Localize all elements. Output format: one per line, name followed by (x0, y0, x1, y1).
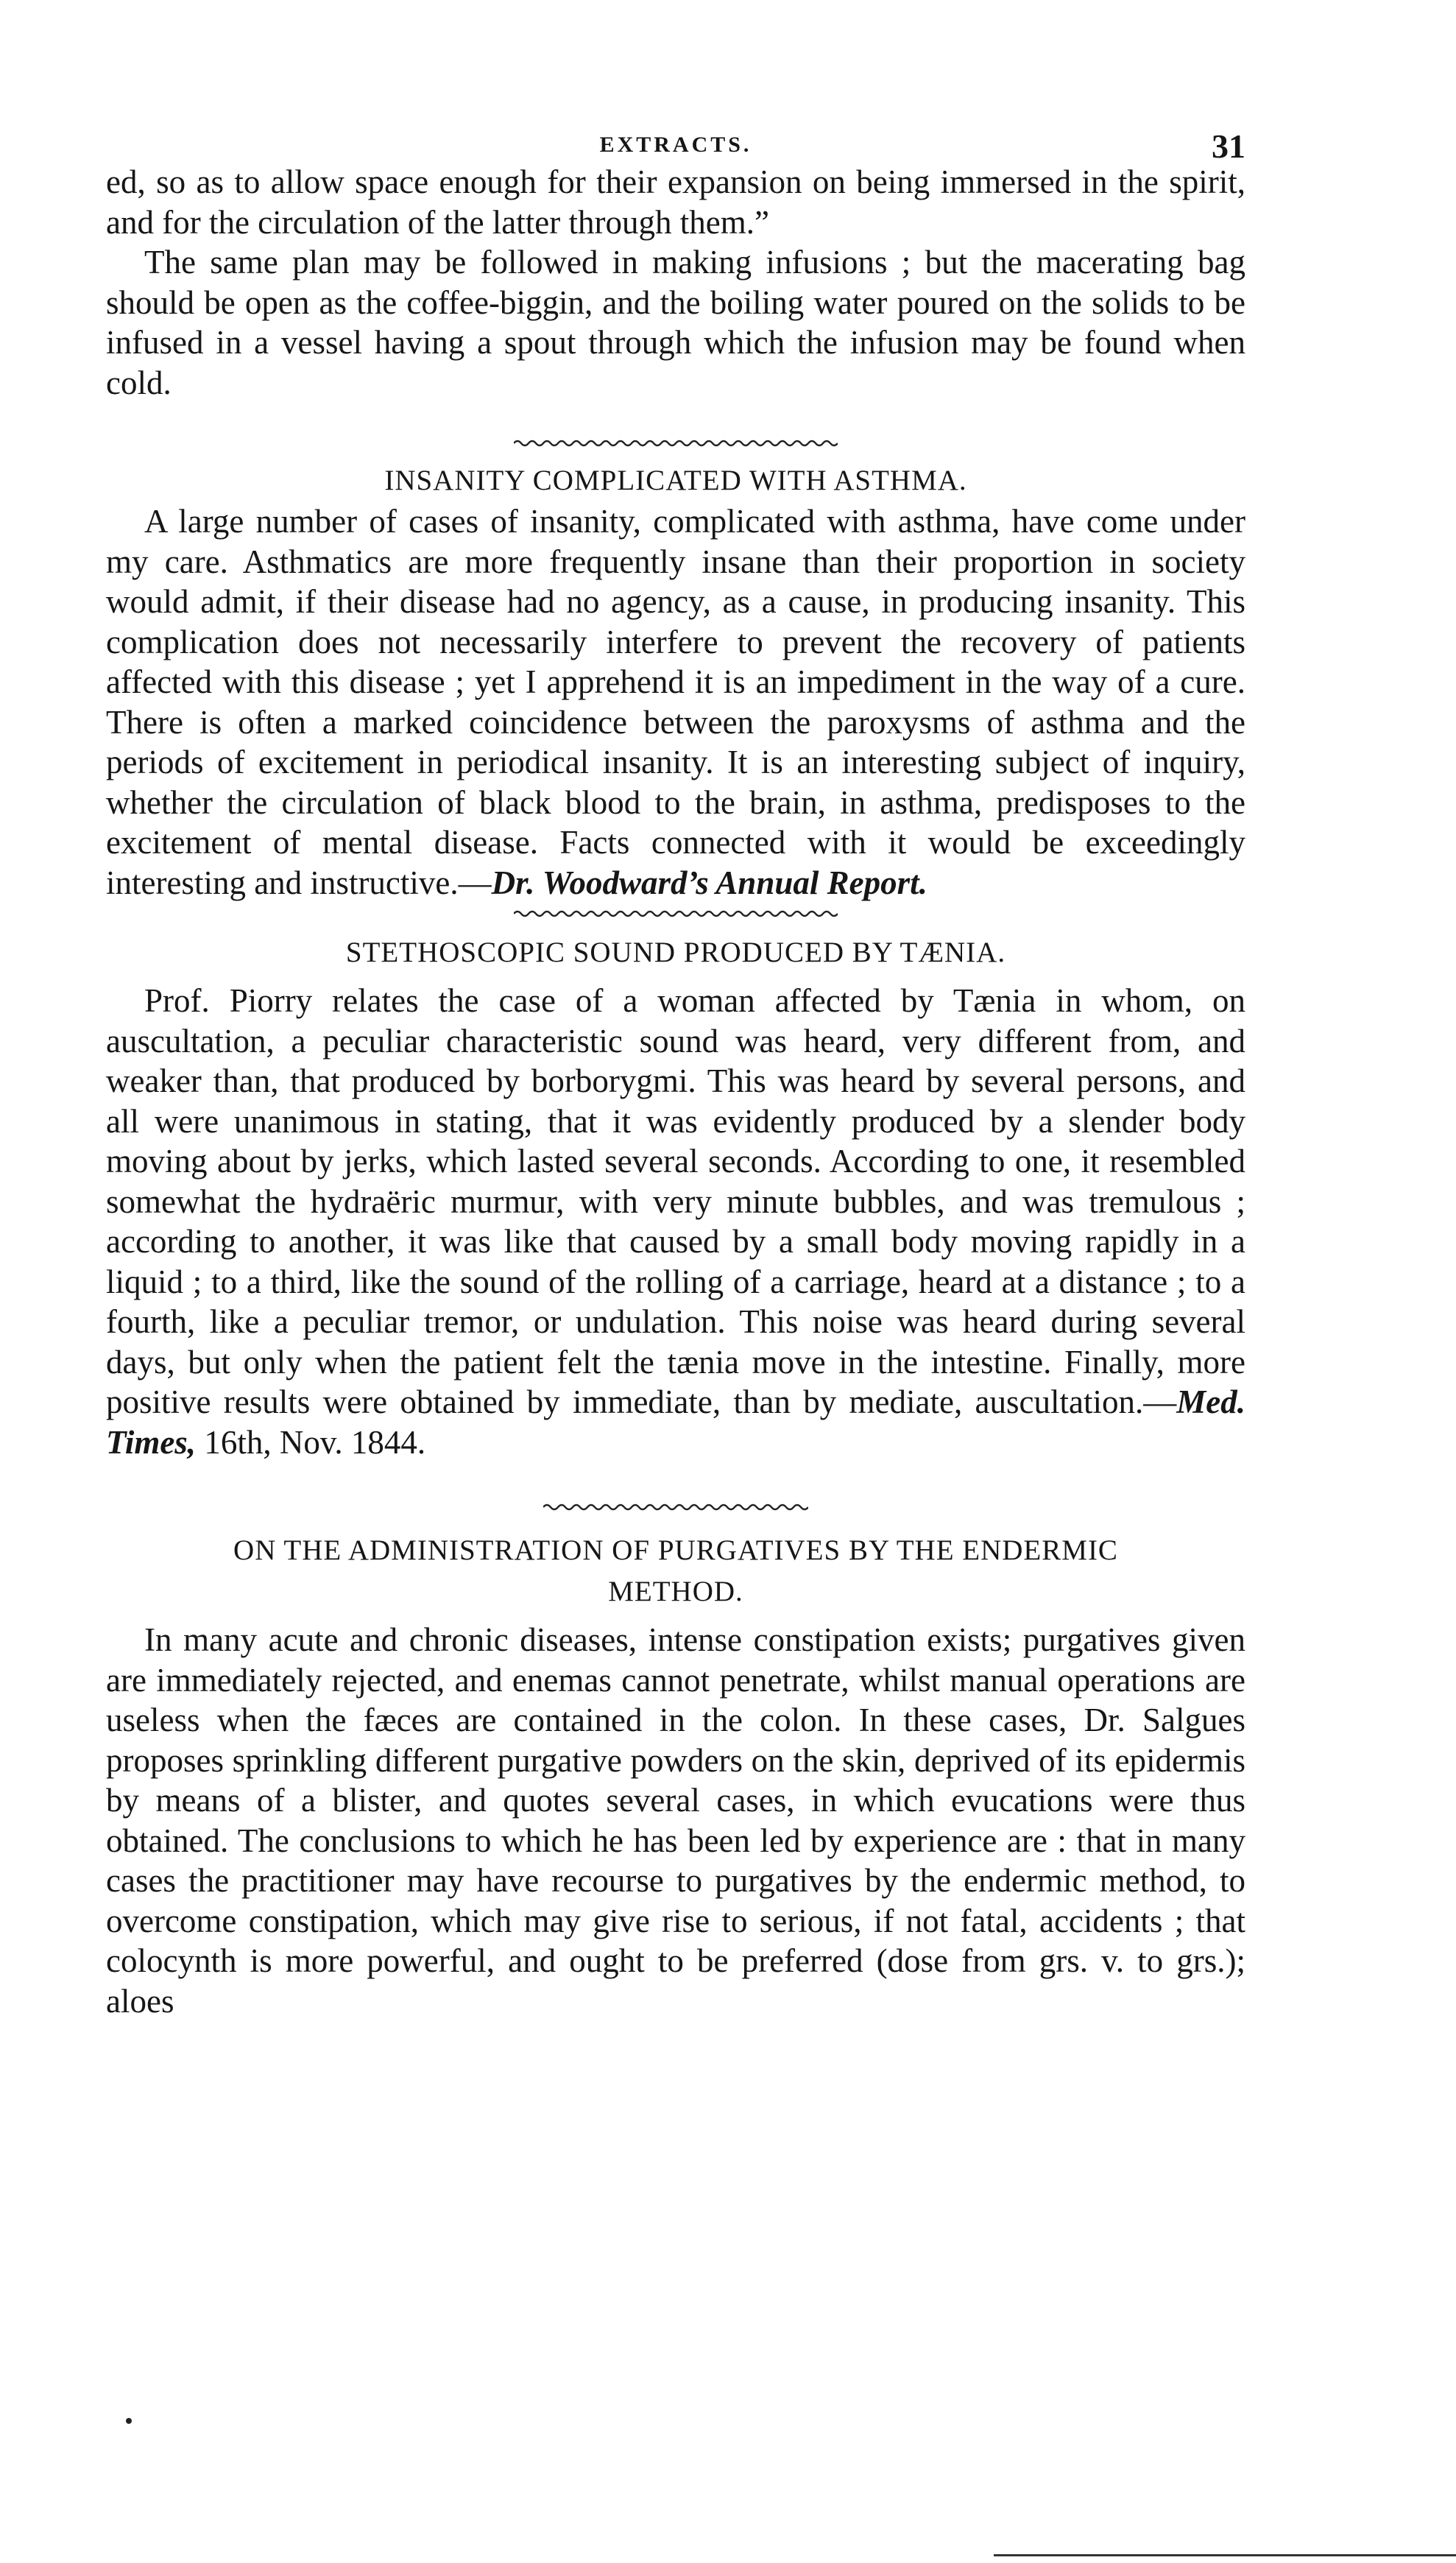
article-title: ON THE ADMINISTRATION OF PURGATIVES BY THE ENDERMIC METHOD. (233, 1534, 1118, 1607)
article-title: STETHOSCOPIC SOUND PRODUCED BY TÆNIA. (345, 937, 1006, 968)
article-title: INSANITY COMPLICATED WITH ASTHMA. (384, 465, 967, 496)
article-body-text: Prof. Piorry relates the case of a woman affected by Tænia in whom, on auscultation, a peculiar characteristic sound was heard, very different from, and weaker than, that produced by borborygmi. This was heard by several persons, and all were unanimous in stating, that it was evidently produced by a slender body moving about by jerks, which lasted several seconds. According to one, it resembled somewhat the hydraëric murmur, with very minute bubbles, and was tremulous ; according to another, it was like that caused by a small body moving rapidly in a liquid ; to a third, like the sound of the rolling of a carriage, heard at a distance ; to a fourth, like a peculiar tremor, or undulation. This noise was heard during several days, but only when the patient felt the tænia move in the intestine. Finally, more positive results were obtained by immediate, than by mediate, auscultation.— (106, 982, 1245, 1420)
article-source: Dr. Woodward’s Annual Report. (491, 864, 927, 901)
article-body (106, 501, 1245, 903)
page-number: 31 (1212, 127, 1245, 165)
article-body (106, 981, 1245, 1462)
stray-ink-mark (126, 2418, 132, 2424)
article-body-text: A large number of cases of insanity, complicated with asthma, have come under my care. Asthmatics are more frequently insane than their proportion in society would admit, if their disease had no agency, as a cause, in producing insanity. This complication does not necessarily interfere to prevent the recovery of patients affected with this disease ; yet I apprehend it is an impediment in the way of a cure. There is often a marked coincidence between the paroxysms of asthma and the periods of excitement in periodical insanity. It is an interesting subject of inquiry, whether the circulation of black blood to the brain, in asthma, predisposes to the excitement of mental disease. Facts connected with it would be exceedingly interesting and instructive.— (106, 503, 1245, 901)
section-divider-ornament (543, 1502, 808, 1512)
article-body: In many acute and chronic diseases, intense constipation exists; purgatives given are immediately rejected, and enemas cannot penetrate, whilst manual operations are useless when the fæces are contained in the colon. In these cases, Dr. Salgues proposes sprinkling different purgative powders on the skin, deprived of its epidermis by means of a blister, and quotes several cases, in which evucations were thus obtained. The conclusions to which he has been led by experience are : that in many cases the practitioner may have recourse to purgatives by the endermic method, to overcome constipation, which may give rise to serious, if not fatal, accidents ; that colocynth is more powerful, and ought to be preferred (dose from grs. v. to grs.); aloes (106, 1621, 1245, 2020)
article-source-date: 16th, Nov. 1844. (196, 1423, 426, 1461)
article-insanity-asthma (106, 460, 1245, 903)
article-endermic-purgatives (106, 1530, 1245, 2021)
continuation-section (106, 162, 1245, 403)
book-page (106, 118, 1245, 2021)
continuation-paragraph: ed, so as to allow space enough for their expansion on being immersed in the spirit, and for the circulation of the latter through them.” (106, 163, 1245, 241)
section-divider-ornament (514, 909, 838, 919)
running-head (106, 118, 1245, 165)
section-divider-ornament (514, 438, 838, 448)
article-stethoscopic-taenia (106, 932, 1245, 1462)
page-edge-rule (994, 2554, 1456, 2556)
article-source: Med. Times, (106, 1383, 1245, 1461)
running-title: EXTRACTS. (599, 133, 752, 157)
infusion-paragraph: The same plan may be followed in making infusions ; but the macerating bag should be open as the coffee-biggin, and the boiling water poured on the solids to be infused in a vessel having a spout through which the infusion may be found when cold. (106, 244, 1245, 401)
